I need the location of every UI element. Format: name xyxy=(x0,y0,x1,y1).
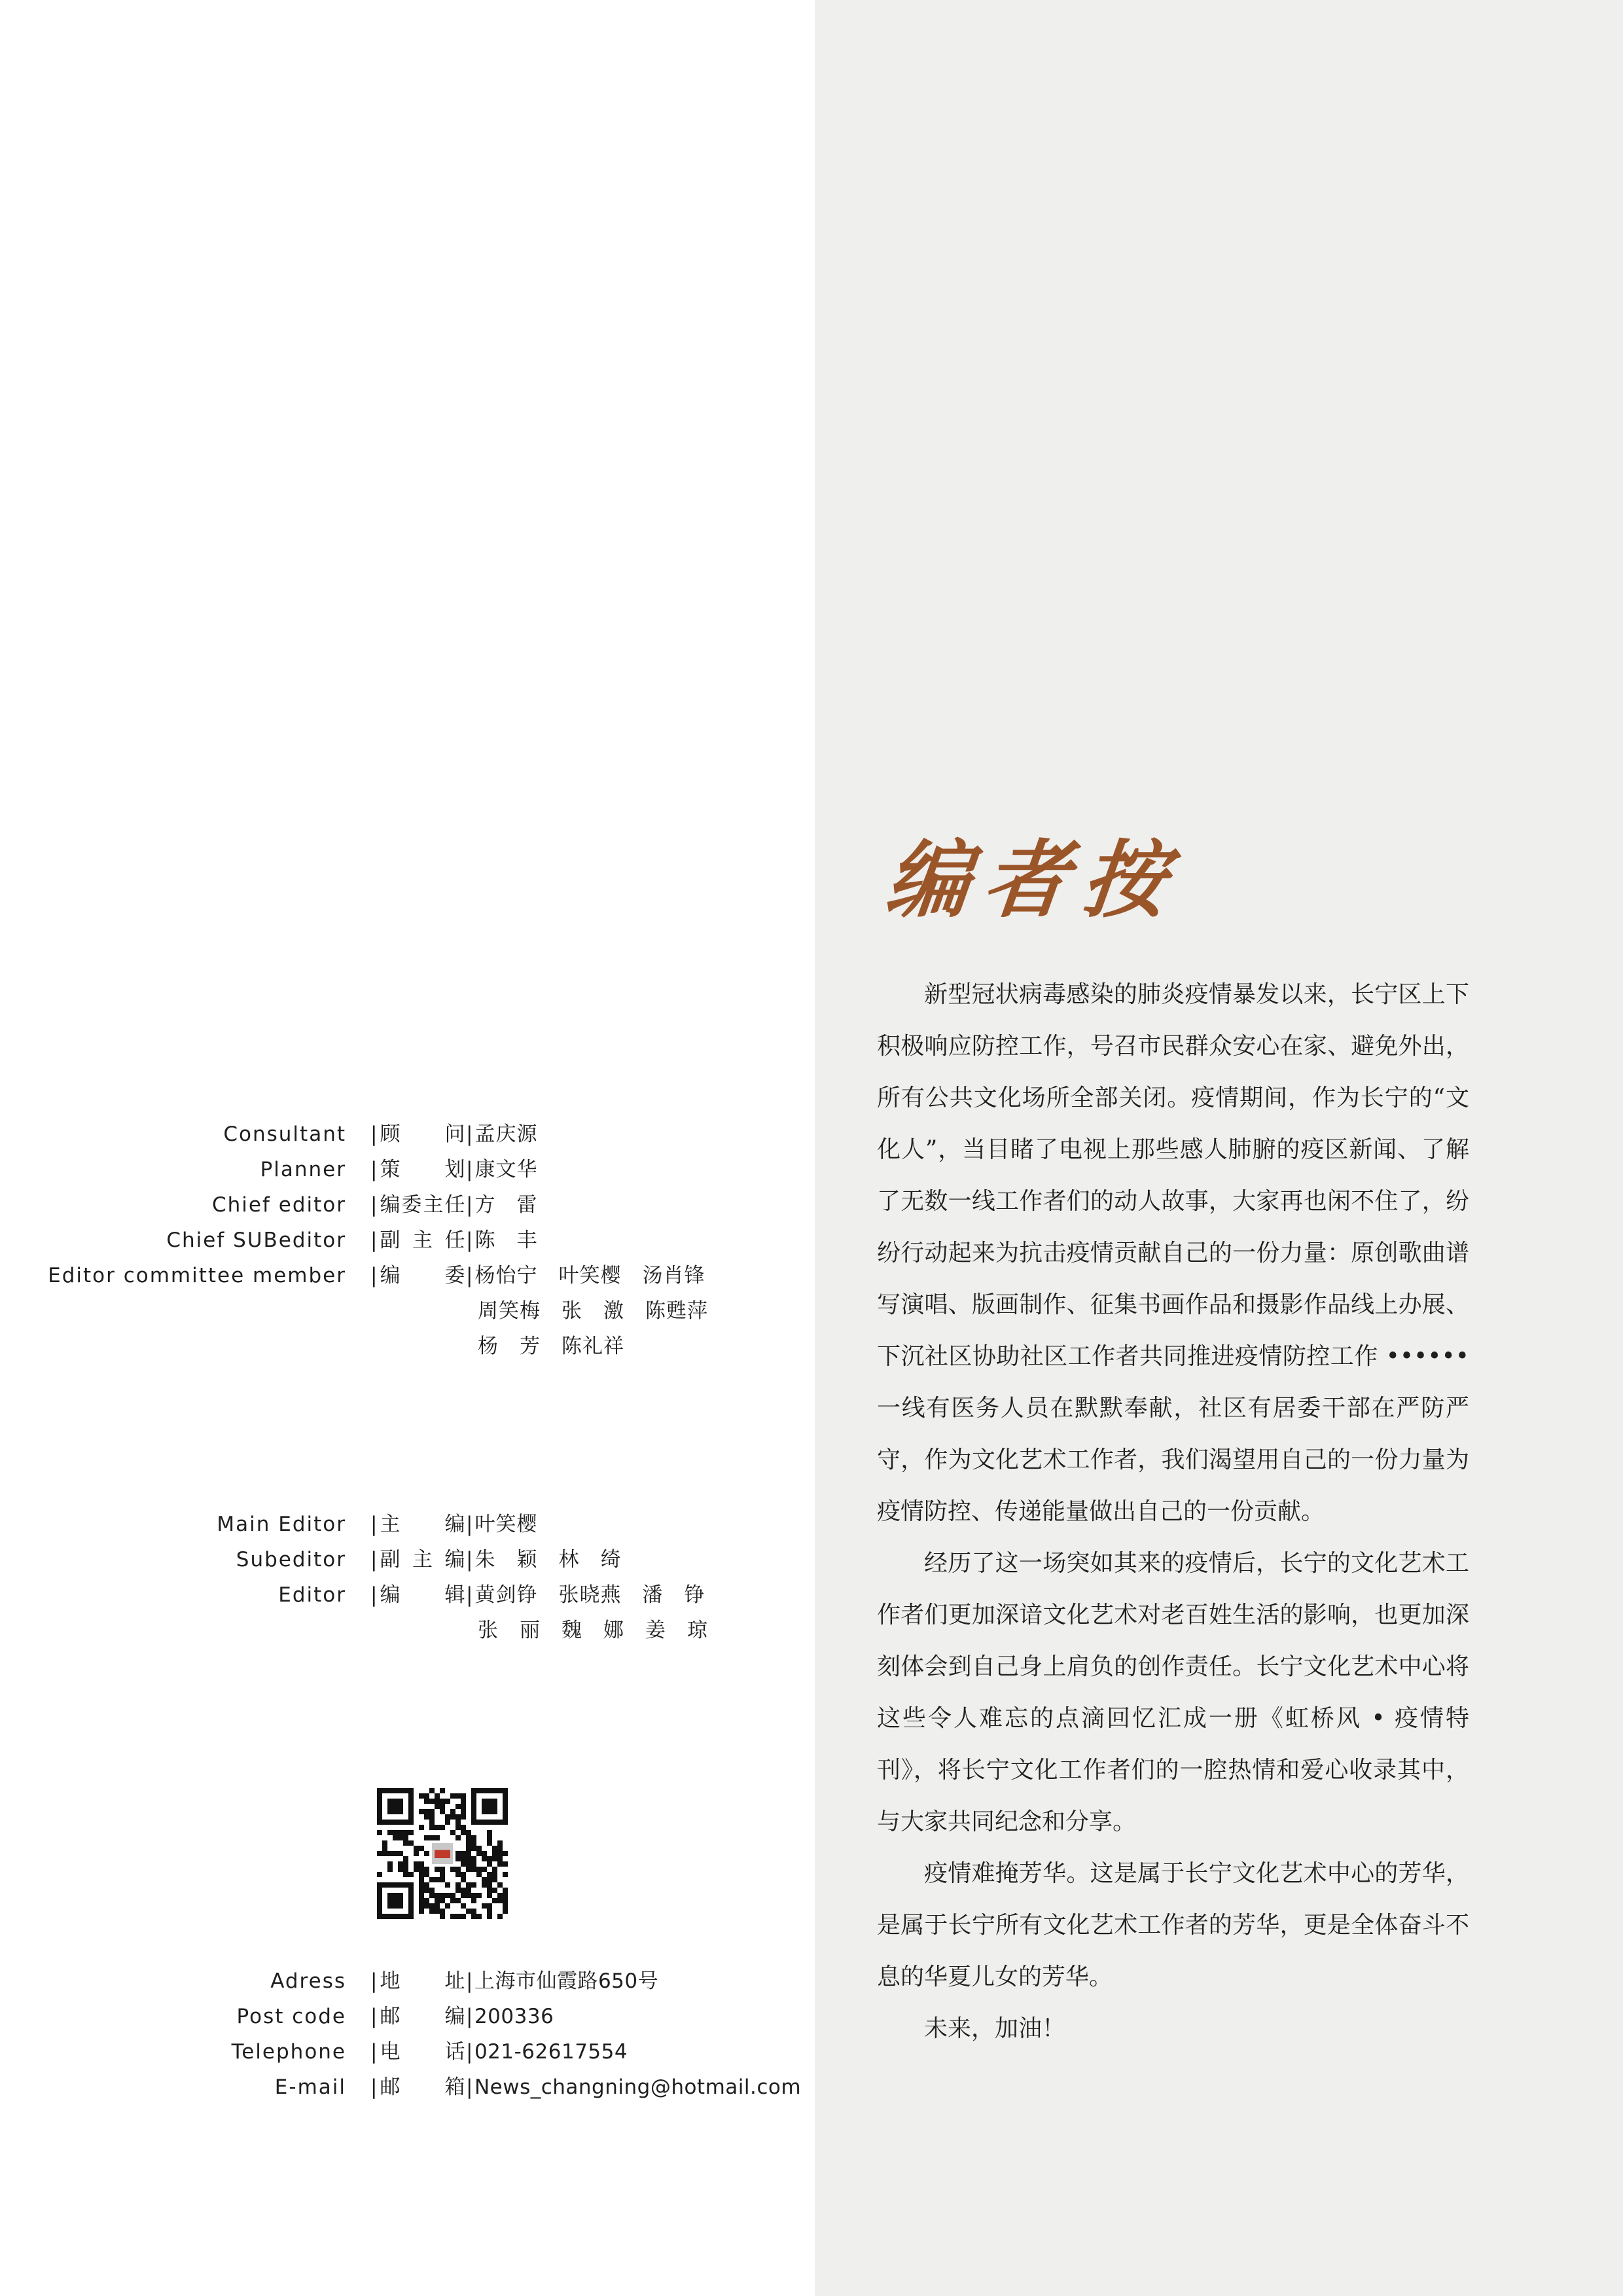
staff-role-en: Planner xyxy=(260,1158,346,1181)
staff-row-committee-continued xyxy=(0,1329,815,1364)
staff-role-zh: | 编委 xyxy=(370,1258,470,1293)
contact-row-email xyxy=(0,2070,815,2105)
editor-note-heading: 编者按 xyxy=(880,831,1186,929)
staff-row-committee xyxy=(0,1258,815,1293)
contact-row-address xyxy=(0,1964,815,1999)
staff-row-chief-editor xyxy=(0,1187,815,1223)
staff-role-zh: | 顾问 xyxy=(370,1117,470,1152)
contact-label-en: Post code xyxy=(236,2005,346,2028)
staff-role-zh: | 编辑 xyxy=(370,1577,470,1613)
contact-row-postcode xyxy=(0,1999,815,2034)
editor-note-paragraph: 新型冠状病毒感染的肺炎疫情暴发以来，长宁区上下积极响应防控工作，号召市民群众安心在家、避免外出，所有公共文化场所全部关闭。疫情期间，作为长宁的“文化人”，当目睹了电视上那些感人肺腑的疫区新闻、了解了无数一线工作者们的动人故事，大家再也闲不住了，纷纷行动起来为抗击疫情贡献自己的一份力量：原创歌曲谱写演唱、版画制作、征集书画作品和摄影作品线上办展、下沉社区协助社区工作者共同推进疫情防控工作 •••••• 一线有医务人员在默默奉献，社区有居委干部在严防严守，作为文化艺术工作者，我们渴望用自己的一份力量为疫情防控、传递能量做出自己的一份贡献。 xyxy=(877,981,1469,1525)
editor-note-paragraph: 疫情难掩芳华。这是属于长宁文化艺术中心的芳华，是属于长宁所有文化艺术工作者的芳华，更是全体奋斗不息的华夏儿女的芳华。 xyxy=(877,1860,1469,1990)
staff-role-zh: | 编委主任 xyxy=(370,1187,470,1223)
staff-role-zh: | 副主编 xyxy=(370,1542,470,1577)
contact-value: | 200336 xyxy=(466,1999,554,2034)
staff-names: | 叶笑樱 xyxy=(466,1507,537,1542)
staff-row-committee-continued xyxy=(0,1293,815,1329)
staff-role-en: Main Editor xyxy=(217,1513,346,1536)
staff-names: | 康文华 xyxy=(466,1152,537,1187)
contact-value: | 021-62617554 xyxy=(466,2034,628,2070)
staff-names: 杨 芳 陈礼祥 xyxy=(478,1335,624,1358)
staff-row-planner xyxy=(0,1152,815,1187)
staff-row-main-editor xyxy=(0,1507,815,1542)
staff-role-zh: | 副主任 xyxy=(370,1223,470,1258)
contact-info xyxy=(0,1964,815,2105)
staff-names: | 黄剑铮 张晓燕 潘 铮 xyxy=(466,1577,705,1613)
contact-label-en: E-mail xyxy=(274,2075,346,2099)
editor-note-paragraph: 经历了这一场突如其来的疫情后，长宁的文化艺术工作者们更加深谙文化艺术对老百姓生活的影响，也更加深刻体会到自己身上肩负的创作责任。长宁文化艺术中心将这些令人难忘的点滴回忆汇成一册《虹桥风 • 疫情特刊》，将长宁文化工作者们的一腔热情和爱心收录其中，与大家共同纪念和分享。 xyxy=(877,1550,1469,1835)
contact-label-zh: | 电话 xyxy=(370,2034,470,2070)
staff-names: | 方 雷 xyxy=(466,1187,537,1223)
staff-row-editor-continued xyxy=(0,1613,815,1648)
contact-label-en: Telephone xyxy=(231,2040,346,2064)
staff-row-consultant xyxy=(0,1117,815,1152)
staff-role-en: Chief editor xyxy=(212,1193,346,1217)
qr-code xyxy=(377,1788,508,1919)
staff-names: | 朱 颖 林 绮 xyxy=(466,1542,621,1577)
contact-label-en: Adress xyxy=(270,1969,346,1993)
staff-row-subeditor xyxy=(0,1542,815,1577)
contact-value: | News_changning@hotmail.com xyxy=(466,2070,801,2105)
staff-names: 周笑梅 张 激 陈甦萍 xyxy=(478,1299,708,1323)
staff-names: 张 丽 魏 娜 姜 琼 xyxy=(478,1619,708,1642)
contact-value: | 上海市仙霞路650号 xyxy=(466,1964,658,1999)
staff-names: | 杨怡宁 叶笑樱 汤肖锋 xyxy=(466,1258,705,1293)
editor-note-body xyxy=(877,969,1469,2054)
staff-role-en: Editor committee member xyxy=(48,1264,346,1287)
staff-names: | 陈 丰 xyxy=(466,1223,537,1258)
editor-note-paragraph: 未来，加油！ xyxy=(924,2015,1066,2042)
editing-staff-list xyxy=(0,1507,815,1648)
staff-role-en: Consultant xyxy=(223,1122,346,1146)
staff-names: | 孟庆源 xyxy=(466,1117,537,1152)
staff-role-en: Subeditor xyxy=(236,1548,346,1571)
staff-role-en: Chief SUBeditor xyxy=(166,1229,346,1252)
staff-row-chief-subeditor xyxy=(0,1223,815,1258)
editorial-staff-list xyxy=(0,1117,815,1364)
staff-role-en: Editor xyxy=(278,1583,346,1607)
contact-row-telephone xyxy=(0,2034,815,2070)
staff-row-editor xyxy=(0,1577,815,1613)
contact-label-zh: | 地址 xyxy=(370,1964,470,1999)
contact-label-zh: | 邮箱 xyxy=(370,2070,470,2105)
contact-label-zh: | 邮编 xyxy=(370,1999,470,2034)
staff-role-zh: | 策划 xyxy=(370,1152,470,1187)
staff-role-zh: | 主编 xyxy=(370,1507,470,1542)
